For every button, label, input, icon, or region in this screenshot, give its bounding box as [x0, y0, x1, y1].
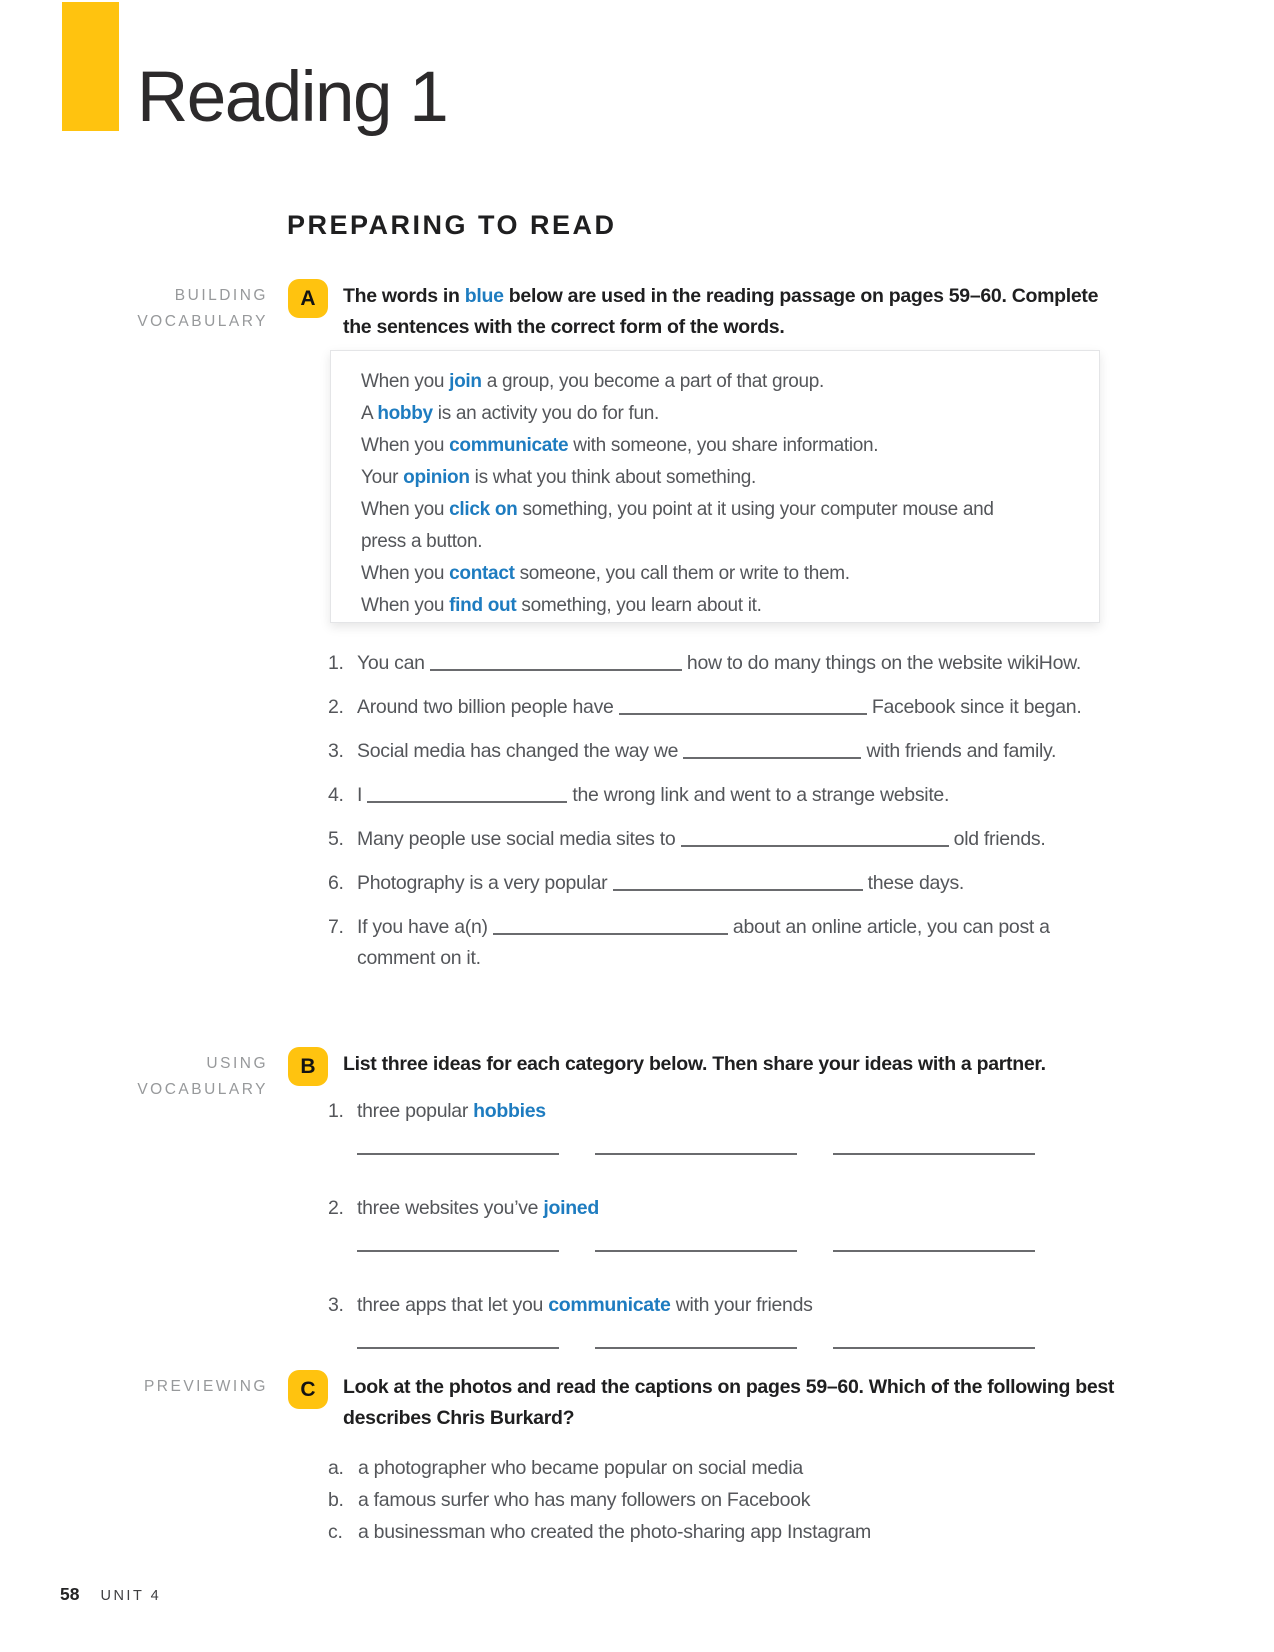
category-row — [328, 1290, 1148, 1321]
text-run: When you — [361, 499, 450, 520]
category-item — [328, 1096, 1148, 1155]
answer-blank — [357, 1347, 559, 1349]
answer-blank-row — [357, 1250, 1148, 1252]
text-run: something, you learn about it. — [516, 595, 762, 616]
text-run: three websites you’ve — [357, 1197, 544, 1219]
option-letter: c. — [328, 1521, 343, 1543]
answer-blank — [833, 1250, 1035, 1252]
instruction-line — [343, 1372, 1123, 1403]
exercise-b-side-label — [0, 1046, 268, 1103]
category-row — [328, 1193, 1148, 1224]
item-number: 1. — [328, 1100, 344, 1122]
category-text — [357, 1193, 599, 1224]
category-item — [328, 1193, 1148, 1252]
text-run: something, you point at it using your computer mouse and — [517, 499, 994, 520]
vocab-term: blue — [464, 285, 504, 307]
text-run: Facebook since it began. — [866, 696, 1082, 718]
text-run: Look at the photos and read the captions on pages 59–60. Which of the following best — [343, 1376, 1115, 1398]
side-label-line: VOCABULARY — [137, 1081, 268, 1098]
text-run: three apps that let you — [357, 1294, 549, 1316]
sentence-line — [357, 692, 1081, 723]
definition-line — [361, 462, 1081, 494]
sentence-body — [357, 780, 949, 811]
page-number: 58 — [60, 1584, 80, 1604]
sentence-body — [357, 868, 964, 899]
sentence-item — [328, 824, 1148, 855]
sentence-body — [357, 648, 1081, 679]
definition-line — [361, 430, 1081, 462]
option-item — [328, 1452, 1148, 1484]
sentence-item — [328, 736, 1148, 767]
item-number: 5. — [328, 828, 344, 850]
sentence-body — [357, 912, 1050, 974]
text-run: Photography is a very popular — [357, 872, 613, 894]
text-run: When you — [361, 435, 450, 456]
text-run: When you — [361, 595, 450, 616]
exercise-a-instruction — [343, 278, 1123, 343]
side-label-line: PREVIEWING — [143, 1378, 268, 1395]
text-run: A — [361, 403, 378, 424]
side-label-line: VOCABULARY — [137, 313, 268, 330]
instruction-line — [343, 1403, 1123, 1434]
answer-blank — [681, 832, 949, 847]
text-run: describes Chris Burkard? — [343, 1407, 575, 1429]
option-item — [328, 1484, 1148, 1516]
answer-blank — [357, 1250, 559, 1252]
sentence-line — [357, 780, 949, 811]
answer-blank-row — [357, 1153, 1148, 1155]
text-run: When you — [361, 563, 450, 584]
instruction-line — [343, 312, 1123, 343]
definition-line — [361, 494, 1081, 526]
accent-bar — [62, 2, 119, 131]
definition-line — [361, 526, 1081, 558]
text-run: is what you think about something. — [469, 467, 756, 488]
category-text — [357, 1290, 813, 1321]
item-number: 6. — [328, 872, 344, 894]
vocab-term: find out — [449, 595, 517, 616]
definition-line — [361, 558, 1081, 590]
vocab-term: communicate — [548, 1294, 671, 1316]
item-number: 7. — [328, 916, 344, 938]
item-number: 1. — [328, 652, 344, 674]
answer-blank — [493, 920, 728, 935]
sentence-item — [328, 912, 1148, 974]
sentence-body — [357, 692, 1081, 723]
text-run: below are used in the reading passage on pages 59–60. Complete — [503, 285, 1099, 307]
text-run: You can — [357, 652, 430, 674]
answer-blank — [595, 1153, 797, 1155]
sentence-item — [328, 780, 1148, 811]
sentence-item — [328, 868, 1148, 899]
exercise-b-header — [0, 1046, 1123, 1103]
vocab-term: contact — [449, 563, 515, 584]
text-run: three popular — [357, 1100, 474, 1122]
text-run: is an activity you do for fun. — [432, 403, 660, 424]
answer-blank — [430, 656, 682, 671]
definition-line — [361, 366, 1081, 398]
category-item — [328, 1290, 1148, 1349]
item-number: 3. — [328, 1294, 344, 1316]
text-run: press a button. — [361, 531, 483, 552]
text-run: old friends. — [948, 828, 1046, 850]
exercise-c-options — [328, 1452, 1148, 1548]
section-heading: PREPARING TO READ — [287, 210, 617, 240]
text-run: the sentences with the correct form of the words. — [343, 316, 785, 338]
text-run: with your friends — [670, 1294, 813, 1316]
text-run: Social media has changed the way we — [357, 740, 684, 762]
item-number: 4. — [328, 784, 344, 806]
vocab-term: hobbies — [473, 1100, 546, 1122]
vocab-term: hobby — [377, 403, 433, 424]
text-run: comment on it. — [357, 947, 481, 969]
exercise-a-sentences — [328, 648, 1148, 987]
exercise-b-instruction — [343, 1046, 1123, 1080]
answer-blank — [619, 700, 867, 715]
definition-line — [361, 590, 1081, 622]
instruction-line — [343, 1049, 1123, 1080]
sentence-line — [357, 912, 1050, 943]
exercise-c-side-label — [0, 1369, 268, 1400]
vocab-term: joined — [543, 1197, 599, 1219]
option-text: a businessman who created the photo-sharing app Instagram — [358, 1521, 871, 1543]
unit-label: UNIT 4 — [100, 1588, 162, 1604]
item-number: 2. — [328, 696, 344, 718]
page-footer — [60, 1584, 161, 1605]
answer-blank — [613, 876, 863, 891]
vocab-term: click on — [449, 499, 518, 520]
vocab-term: opinion — [403, 467, 470, 488]
answer-blank — [833, 1347, 1035, 1349]
text-run: Your — [361, 467, 404, 488]
text-run: with someone, you share information. — [568, 435, 879, 456]
item-number: 3. — [328, 740, 344, 762]
sentence-line — [357, 824, 1045, 855]
text-run: with friends and family. — [861, 740, 1057, 762]
answer-blank — [367, 788, 567, 803]
sentence-item — [328, 648, 1148, 679]
sentence-line — [357, 943, 1050, 974]
text-run: a group, you become a part of that group. — [481, 371, 825, 392]
text-run: Around two billion people have — [357, 696, 619, 718]
page-title: Reading 1 — [137, 58, 448, 137]
text-run: Many people use social media sites to — [357, 828, 681, 850]
exercise-a-header — [0, 278, 1123, 343]
exercise-c-badge: C — [288, 1370, 328, 1409]
option-letter: a. — [328, 1457, 344, 1479]
text-run: I — [357, 784, 368, 806]
text-run: If you have a(n) — [357, 916, 493, 938]
option-letter: b. — [328, 1489, 344, 1511]
option-text: a famous surfer who has many followers on Facebook — [358, 1489, 811, 1511]
sentence-item — [328, 692, 1148, 723]
category-text — [357, 1096, 546, 1127]
exercise-a-side-label — [0, 278, 268, 335]
category-row — [328, 1096, 1148, 1127]
text-run: the wrong link and went to a strange website. — [567, 784, 950, 806]
sentence-body — [357, 736, 1056, 767]
answer-blank — [595, 1250, 797, 1252]
exercise-b-badge: B — [288, 1047, 328, 1086]
text-run: The words in — [343, 285, 465, 307]
text-run: these days. — [862, 872, 965, 894]
sentence-line — [357, 868, 964, 899]
text-run: how to do many things on the website wikiHow. — [681, 652, 1081, 674]
answer-blank — [683, 744, 861, 759]
sentence-line — [357, 648, 1081, 679]
exercise-c-instruction — [343, 1369, 1123, 1434]
vocab-term: communicate — [449, 435, 569, 456]
text-run: someone, you call them or write to them. — [514, 563, 850, 584]
vocabulary-definitions-box — [330, 350, 1100, 623]
option-item — [328, 1516, 1148, 1548]
option-text: a photographer who became popular on social media — [358, 1457, 803, 1479]
answer-blank-row — [357, 1347, 1148, 1349]
side-label-line: USING — [206, 1055, 268, 1072]
exercise-c-header — [0, 1369, 1123, 1434]
sentence-body — [357, 824, 1045, 855]
answer-blank — [595, 1347, 797, 1349]
definition-line — [361, 398, 1081, 430]
text-run: about an online article, you can post a — [727, 916, 1050, 938]
item-number: 2. — [328, 1197, 344, 1219]
exercise-b-items — [328, 1096, 1148, 1387]
text-run: When you — [361, 371, 450, 392]
text-run: List three ideas for each category below. Then share your ideas with a partner. — [343, 1053, 1046, 1075]
sentence-line — [357, 736, 1056, 767]
answer-blank — [833, 1153, 1035, 1155]
answer-blank — [357, 1153, 559, 1155]
exercise-a-badge: A — [288, 279, 328, 318]
side-label-line: BUILDING — [174, 287, 268, 304]
instruction-line — [343, 281, 1123, 312]
vocab-term: join — [449, 371, 482, 392]
